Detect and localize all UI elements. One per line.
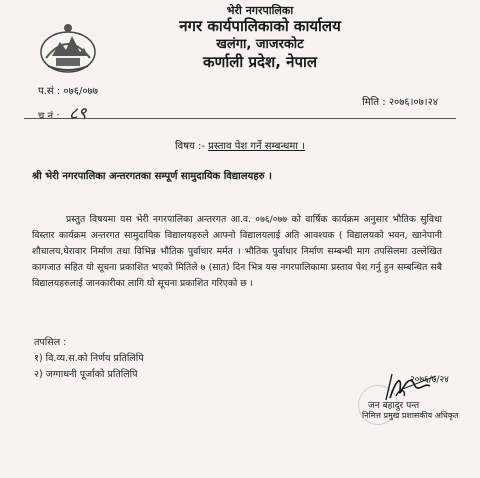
subject-line <box>0 138 480 152</box>
reference-label: प.सं : <box>38 86 61 97</box>
office-name: नगर कार्यपालिकाको कार्यालय <box>179 17 341 35</box>
dispatch-label: च.नं : <box>38 111 60 122</box>
reference-number <box>38 83 98 97</box>
letter-date <box>362 94 438 108</box>
subject-text: प्रस्ताव पेश गर्ने सम्बन्धमा । <box>208 141 305 152</box>
reference-value: ०७६/०७७ <box>63 86 98 97</box>
office-location: खलंगा, जाजरकोट <box>216 37 304 52</box>
date-value: २०७६।०७।२४ <box>388 97 438 108</box>
header-divider <box>24 118 456 119</box>
province-country: कर्णाली प्रदेश, नेपाल <box>202 53 318 71</box>
addressee: श्री भेरी नगरपालिका अन्तरगतका सम्पूर्ण सामुदायिक विद्यालयहरु । <box>32 171 272 182</box>
signature-date: २०७६/७/२४ <box>410 375 449 385</box>
enclosure-item: १) वि.व्य.स.को निर्णय प्रतिलिपि <box>34 353 144 364</box>
enclosures-title: तपसिल : <box>34 337 67 348</box>
municipality-name: भेरी नगरपालिका <box>226 4 294 17</box>
enclosure-item: २) जग्गाधनी पूर्जाको प्रतिलिपि <box>34 369 138 380</box>
dispatch-number <box>38 101 87 124</box>
signatory-title: निमित्त प्रमुख प्रशासकीय अधिकृत <box>362 411 459 420</box>
signatory-name: जन बहादुर पन्त <box>368 401 420 411</box>
subject-label: विषय :- <box>175 141 205 152</box>
dispatch-value: ८९ <box>68 104 87 124</box>
letter-body: प्रस्तुत विषयमा यस भेरी नगरपालिका अन्तरगत आ.व. ०७६/०७७ को वार्षिक कार्यक्रम अनुसार भौतिक सुविधा विस्तार कार्यक्रम अन्तरगत सामुदायिक विद्यालयहरुले आफ्नो विद्यालयलाई अति आवश्यक ( विद्यालयको भवन, खानेपानी शौचालय,घेरावार निर्माण तथा विभिन्न भौतिक पुर्वाधार मर्मत । भौतिक पुर्वाधार निर्माण सम्बन्धी माग तपसिलमा उल्लेखित कागजात सहित यो सूचना प्रकाशित भएको मितिले ७ (सात) दिन भित्र यस नगरपालिकामा प्रस्ताव पेश गर्नु हुन सम्बन्धित सबै विद्यालयहरुलाई जानकारीका लागि यो सूचना प्रकाशित गरिएको छ । <box>32 214 442 289</box>
date-label: मिति : <box>362 97 386 108</box>
letterhead <box>0 4 480 72</box>
